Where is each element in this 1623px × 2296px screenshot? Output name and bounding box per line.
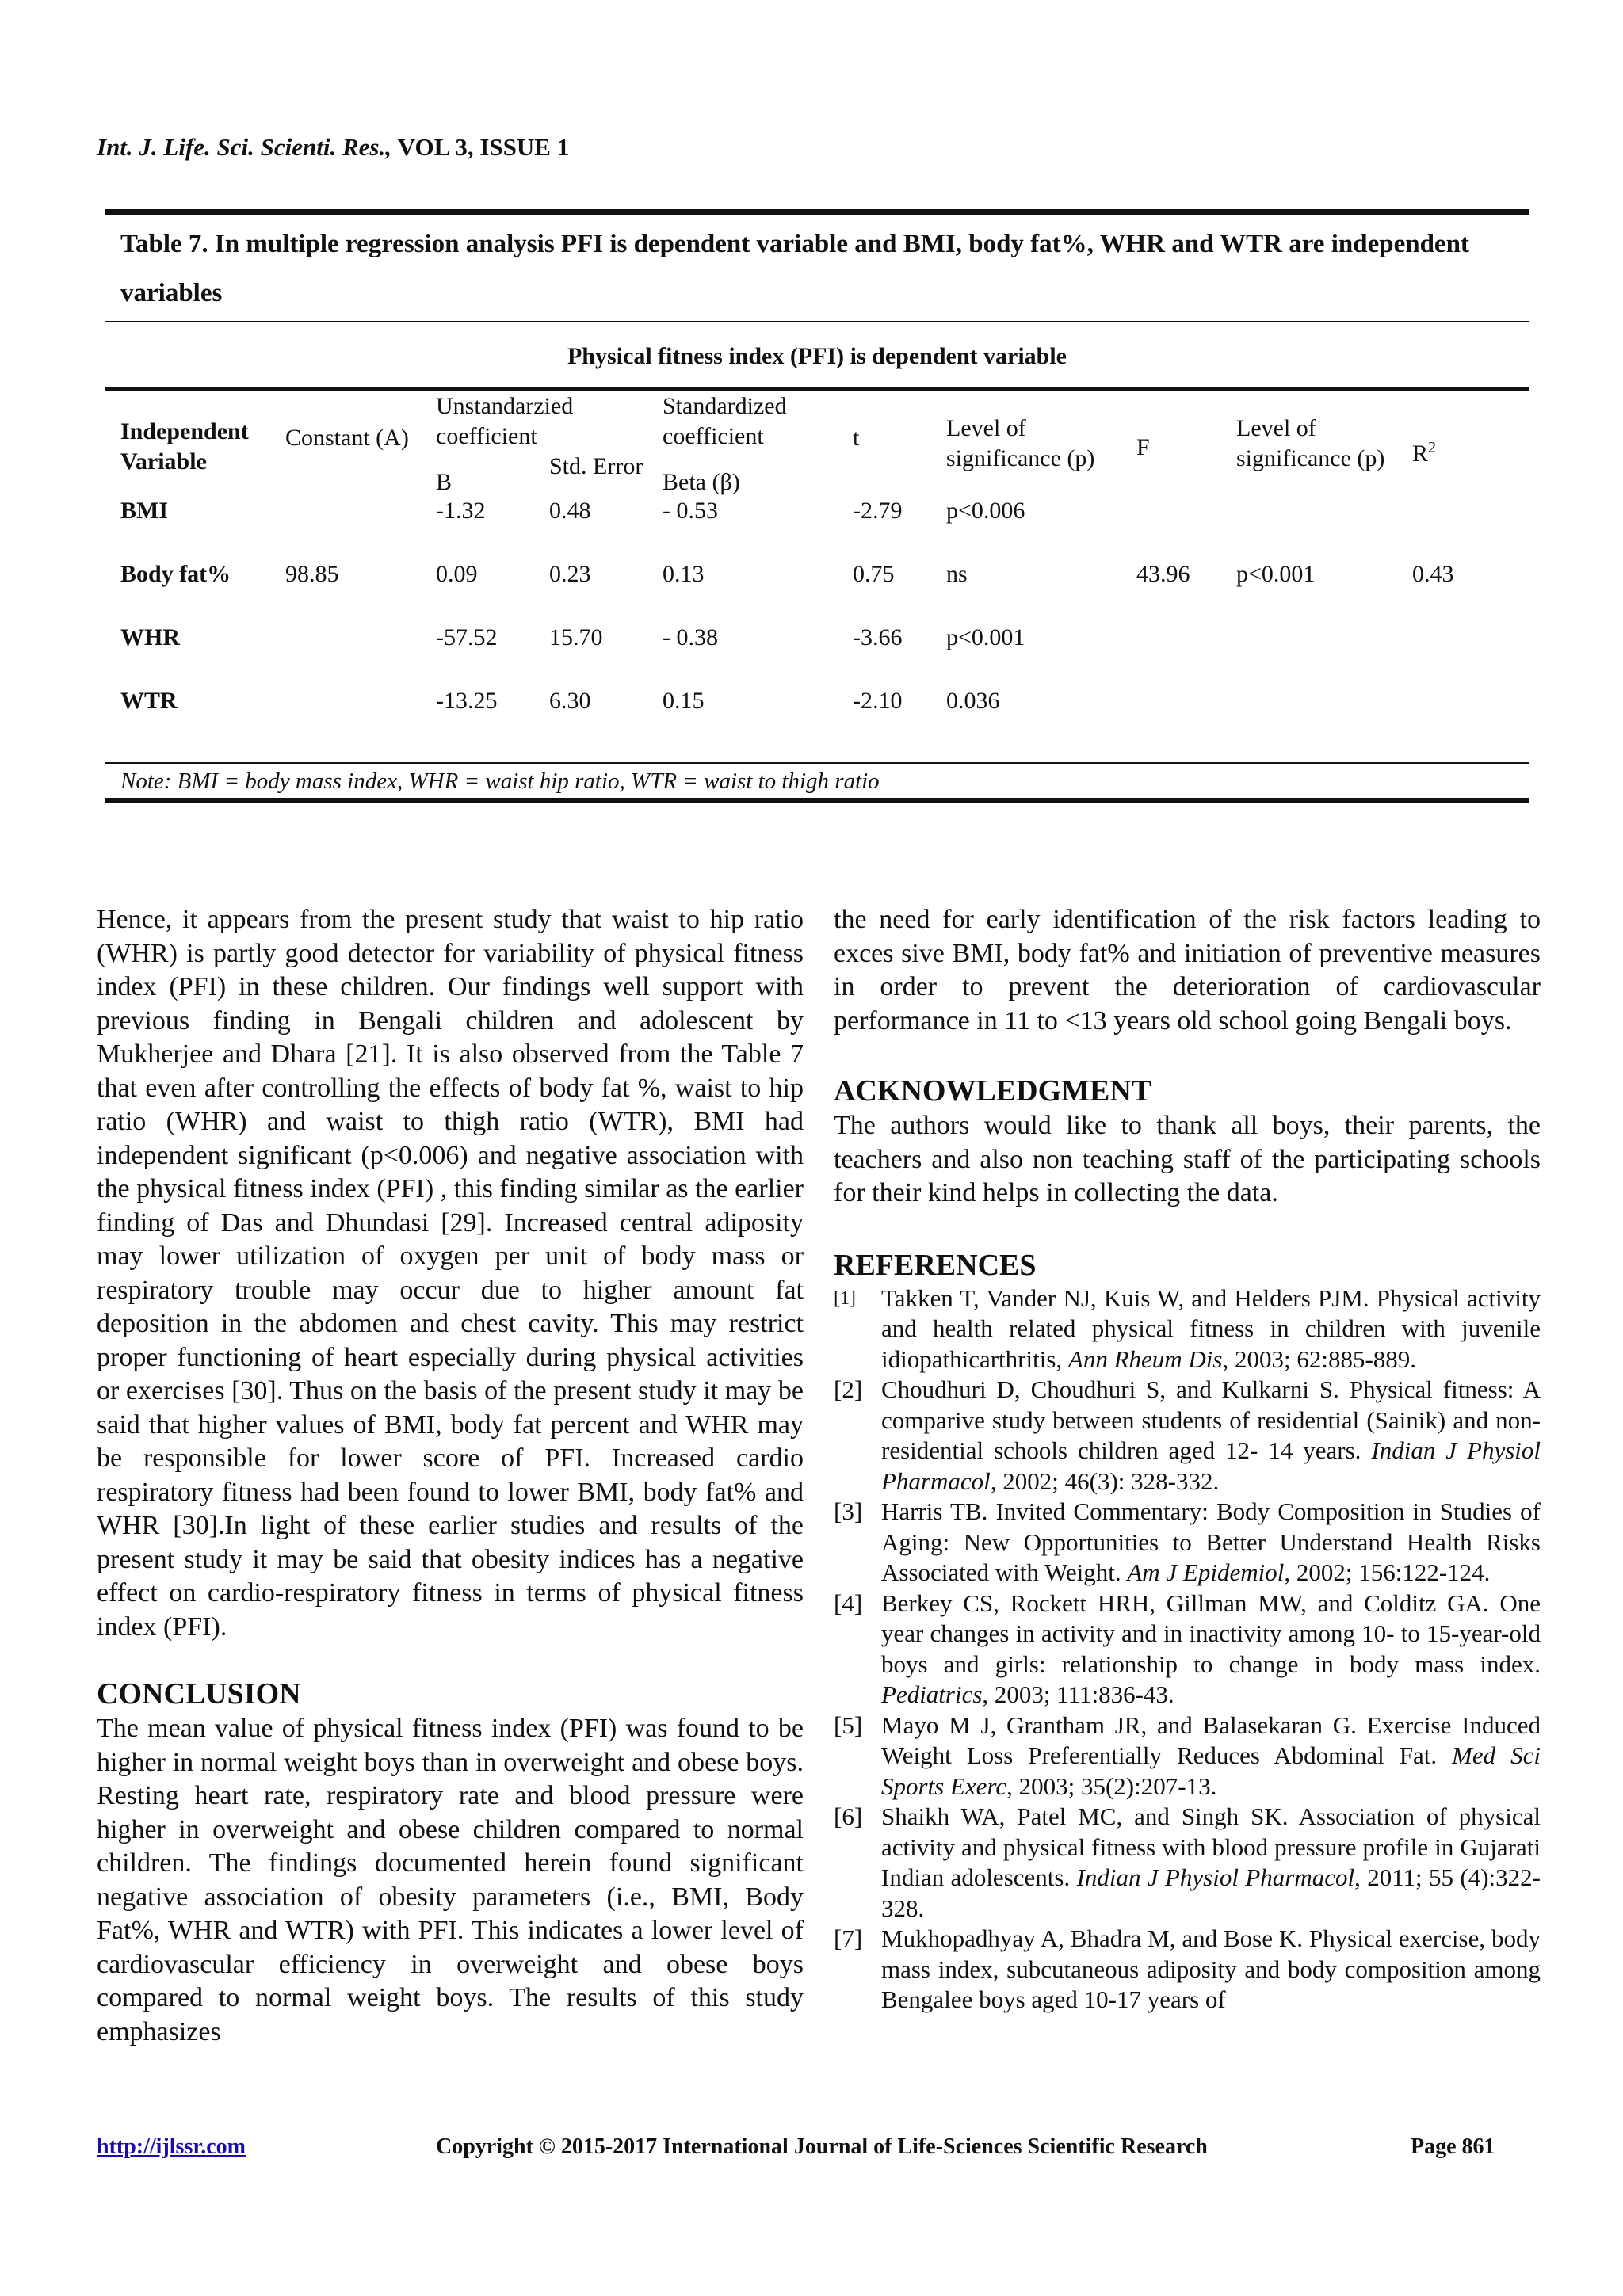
cell-beta: - 0.38: [663, 624, 718, 650]
reference-item: [834, 1924, 1541, 2016]
reference-item: [834, 1589, 1541, 1711]
reference-item: [834, 1497, 1541, 1589]
col-header-beta: Beta (β): [663, 469, 740, 495]
table-row-wtr: [105, 688, 1529, 751]
references-heading: REFERENCES: [834, 1248, 1037, 1282]
reference-journal: Am J Epidemiol,: [1127, 1558, 1291, 1586]
reference-number: [2]: [834, 1375, 863, 1403]
reference-list: [834, 1283, 1541, 2016]
col-header-independent: Independent Variable: [120, 418, 249, 475]
cell-beta: - 0.53: [663, 498, 718, 524]
acknowledgment-heading: ACKNOWLEDGMENT: [834, 1074, 1152, 1108]
dependent-variable-label: Physical fitness index (PFI) is dependent variable: [567, 343, 1067, 369]
col-header-b: B: [436, 469, 453, 495]
cell-b: -57.52: [436, 624, 498, 650]
cell-p: 0.036: [946, 688, 1000, 714]
reference-journal: Indian J Physiol Pharmacol: [1076, 1863, 1355, 1891]
copyright-notice: Copyright © 2015-2017 International Journal of Life-Sciences Scientific Research: [436, 2134, 1208, 2159]
conclusion-paragraph: The mean value of physical fitness index (PFI) was found to be higher in normal weight boys than in overweight and obese boys. Resting heart rate, respiratory rate and blood pressure were higher in overweight and obese children compared to normal children. The findings documented herein found significant negative association of obesity parameters (i.e., BMI, Body Fat%, WHR and WTR) with PFI. This indicates a lower level of cardiovascular efficiency in overweight and obese boys compared to normal weight boys. The results of this study emphasizes: [97, 1714, 804, 2046]
table-row-bmi: [105, 498, 1529, 561]
cell-se: 6.30: [549, 688, 591, 714]
col-header-unstandardized: Unstandarzied coefficient: [436, 393, 574, 449]
empty-cell: [1412, 498, 1529, 561]
volume-issue: VOL 3, ISSUE 1: [397, 133, 570, 161]
reference-journal: Pediatrics: [881, 1680, 983, 1708]
reference-number: [3]: [834, 1497, 863, 1525]
col-header-stderr: Std. Error: [549, 453, 643, 479]
row-var: WHR: [120, 624, 180, 650]
cell-b: -1.32: [436, 498, 486, 524]
reference-text: Harris TB. Invited Commentary: Body Composition in Studies of Aging: New Opportunities to Better Understand Health Risks Associated with Weight.: [881, 1497, 1541, 1586]
reference-text: Mukhopadhyay A, Bhadra M, and Bose K. Physical exercise, body mass index, subcutaneous adiposity and body composition among Bengalee boys aged 10-17 years of: [881, 1924, 1541, 2013]
table-row-body-fat: [105, 561, 1529, 624]
reference-citation: , 2003; 62:885-889.: [1222, 1344, 1417, 1373]
cell-b: -13.25: [436, 688, 498, 714]
table-top-rule: [105, 209, 1529, 215]
reference-item: [834, 1283, 1541, 1375]
empty-cell: [1236, 498, 1412, 561]
reference-number: [5]: [834, 1711, 863, 1739]
table-header-row: [105, 391, 1529, 452]
regression-table-block: [105, 209, 1529, 803]
running-header: [97, 133, 569, 162]
row-var: BMI: [120, 498, 168, 524]
r2-superscript: 2: [1428, 439, 1437, 456]
reference-citation: 2002; 46(3): 328-332.: [996, 1466, 1220, 1495]
reference-citation: 2002; 156:122-124.: [1290, 1558, 1491, 1586]
cell-b: 0.09: [436, 561, 478, 587]
page-number: Page 861: [1411, 2134, 1495, 2159]
journal-name: Int. J. Life. Sci. Scienti. Res.,: [97, 133, 391, 161]
table-note: Note: BMI = body mass index, WHR = waist hip ratio, WTR = waist to thigh ratio: [120, 769, 880, 794]
reference-citation: , 2003; 111:836-43.: [982, 1680, 1174, 1708]
col-header-significance-2: Level of significance (p): [1236, 415, 1385, 471]
reference-text: Choudhuri D, Choudhuri S, and Kulkarni S. Physical fitness: A comparive study between students of residential (Sainik) and non-residential schools children aged 12- 14 years.: [881, 1375, 1541, 1464]
cell-constant: 98.85: [285, 561, 339, 587]
reference-text: Berkey CS, Rockett HRH, Gillman MW, and Colditz GA. One year changes in activity and in inactivity among 10- to 15-year-old boys and girls: relationship to change in body mass index.: [881, 1589, 1541, 1678]
col-header-constant: Constant (A): [285, 425, 409, 451]
reference-item: [834, 1802, 1541, 1924]
cell-p2: p<0.001: [1236, 561, 1316, 587]
col-header-f: F: [1136, 434, 1150, 460]
reference-number: [4]: [834, 1589, 863, 1617]
empty-cell: [1236, 688, 1412, 751]
cell-beta: 0.13: [663, 561, 705, 587]
reference-journal: Ann Rheum Dis: [1067, 1344, 1223, 1373]
cell-t: -2.79: [853, 498, 903, 524]
reference-journal: Med Sci Sports Exerc: [881, 1741, 1541, 1800]
empty-cell: [285, 688, 436, 751]
conclusion-heading: CONCLUSION: [97, 1677, 301, 1711]
reference-number: [1]: [834, 1287, 856, 1309]
empty-cell: [1136, 688, 1236, 751]
reference-text: Shaikh WA, Patel MC, and Singh SK. Association of physical activity and physical fitness with blood pressure profile in Gujarati Indian adolescents.: [881, 1802, 1541, 1891]
cell-se: 0.23: [549, 561, 591, 587]
journal-website-link[interactable]: http://ijlssr.com: [97, 2134, 246, 2159]
acknowledgment-paragraph: The authors would like to thank all boys, their parents, the teachers and also non teaching staff of the participating schools for their kind helps in collecting the data.: [834, 1111, 1541, 1207]
col-header-r2: [1412, 391, 1529, 498]
cell-p: ns: [946, 561, 968, 587]
cell-t: -2.10: [853, 688, 903, 714]
cell-beta: 0.15: [663, 688, 705, 714]
cell-t: -3.66: [853, 624, 903, 650]
right-column: [834, 903, 1541, 2016]
discussion-paragraph: Hence, it appears from the present study that waist to hip ratio (WHR) is partly good detector for variability of physical fitness index (PFI) in these children. Our findings well support with previous finding in Bengali children and adolescent by Mukherjee and Dhara [21]. It is also observed from the Table 7 that even after controlling the effects of body fat %, waist to hip ratio (WHR) and waist to thigh ratio (WTR), BMI had independent significant (p<0.006) and negative association with the physical fitness index (PFI) , this finding similar as the earlier finding of Das and Dhundasi [29]. Increased central adiposity may lower utilization of oxygen per unit of body mass or respiratory trouble may occur due to higher amount fat deposition in the abdomen and chest cavity. This may restrict proper functioning of heart especially during physical activities or exercises [30]. Thus on the basis of the present study it may be said that higher values of BMI, body fat percent and WHR may be responsible for lower score of PFI. Increased cardio respiratory fitness had been found to lower BMI, body fat% and WHR [30].In light of these earlier studies and results of the present study it may be said that obesity indices has a negative effect on cardio-respiratory fitness in terms of physical fitness index (PFI).: [97, 905, 804, 1642]
reference-item: [834, 1711, 1541, 1802]
col-header-significance: Level of significance (p): [946, 415, 1095, 471]
reference-journal: Indian J Physiol Pharmacol,: [881, 1436, 1541, 1495]
reference-number: [6]: [834, 1802, 863, 1830]
reference-citation: , 2003; 35(2):207-13.: [1006, 1772, 1217, 1800]
reference-text: Mayo M J, Grantham JR, and Balasekaran G. Exercise Induced Weight Loss Preferentially Reduces Abdominal Fat.: [881, 1711, 1541, 1769]
table-caption: Table 7. In multiple regression analysis PFI is dependent variable and BMI, body fat%, WHR and WTR are independent variables: [120, 230, 1469, 307]
empty-cell: [1412, 688, 1529, 751]
row-var: WTR: [120, 688, 178, 714]
col-header-standardized: Standardized coefficient: [663, 393, 787, 449]
reference-number: [7]: [834, 1924, 863, 1952]
empty-cell: [285, 498, 436, 561]
cell-f: 43.96: [1136, 561, 1190, 587]
cell-t: 0.75: [853, 561, 895, 587]
cell-p: p<0.006: [946, 498, 1025, 524]
reference-text: Takken T, Vander NJ, Kuis W, and Helders PJM. Physical activity and health related physical fitness in children with juvenile idiopathicarthritis,: [881, 1283, 1541, 1373]
cell-r2: 0.43: [1412, 561, 1454, 587]
cell-se: 0.48: [549, 498, 591, 524]
r2-base: R: [1412, 441, 1429, 467]
empty-cell: [1136, 498, 1236, 561]
cell-se: 15.70: [549, 624, 603, 650]
reference-item: [834, 1375, 1541, 1497]
regression-table: [105, 391, 1529, 751]
row-var: Body fat%: [120, 561, 231, 587]
left-column: [97, 903, 804, 2049]
reference-citation: , 2011; 55 (4):322-328.: [881, 1863, 1541, 1922]
col-header-t: t: [853, 425, 860, 451]
table-bottom-rule: [105, 798, 1529, 803]
continued-paragraph: the need for early identification of the risk factors leading to exces sive BMI, body fat% and initiation of preventive measures in order to prevent the deterioration of cardiovascular performance in 11 to <13 years old school going Bengali boys.: [834, 905, 1541, 1035]
cell-p: p<0.001: [946, 624, 1025, 650]
